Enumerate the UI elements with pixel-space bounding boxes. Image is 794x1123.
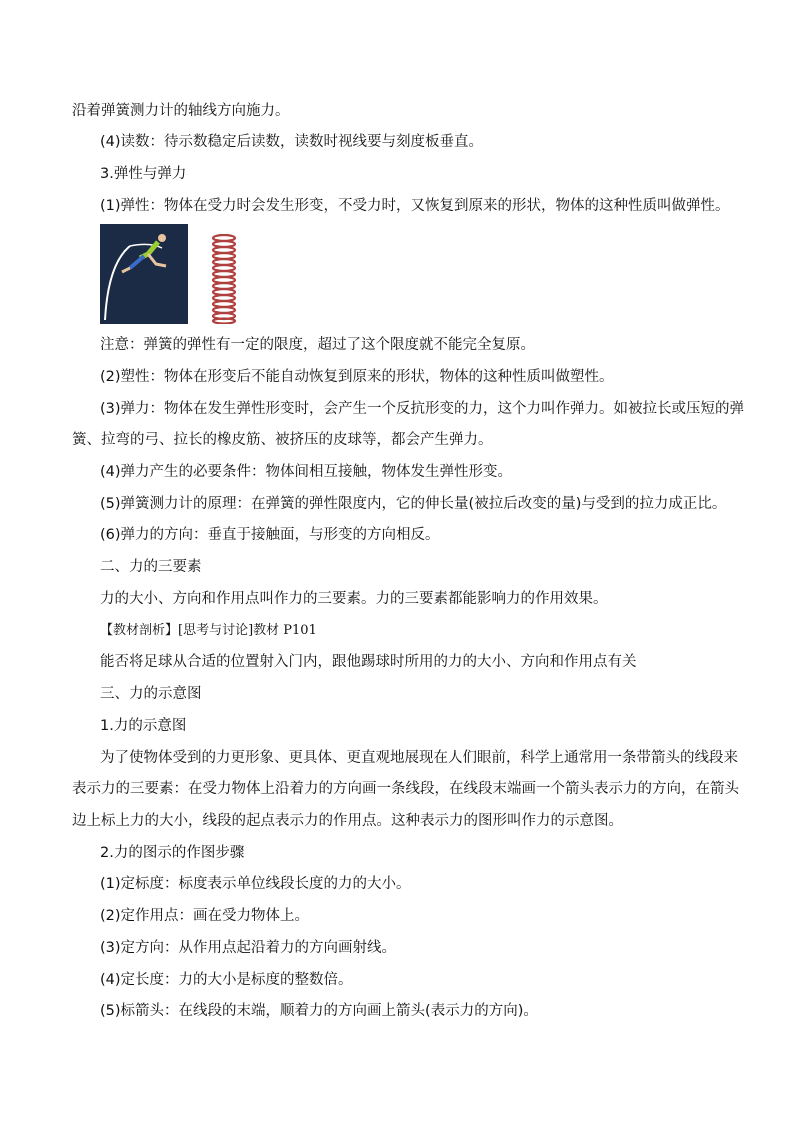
text-line: 能否将足球从合适的位置射入门内，跟他踢球时所用的力的大小、方向和作用点有关 xyxy=(100,654,637,670)
text-line: (4)弹力产生的必要条件：物体间相互接触，物体发生弹性形变。 xyxy=(100,464,513,480)
text-line: (5)标箭头：在线段的末端，顺着力的方向画上箭头(表示力的方向)。 xyxy=(100,1003,538,1019)
text-line: (2)定作用点：画在受力物体上。 xyxy=(100,908,310,924)
elasticity-figures xyxy=(100,224,260,324)
text-line: (6)弹力的方向：垂直于接触面，与形变的方向相反。 xyxy=(100,527,440,543)
section-subheading: 1.力的示意图 xyxy=(100,718,187,734)
text-line: (4)定长度：力的大小是标度的整数倍。 xyxy=(100,972,353,988)
text-line: 注意：弹簧的弹性有一定的限度，超过了这个限度就不能完全复原。 xyxy=(100,337,535,353)
text-line: 为了使物体受到的力更形象、更具体、更直观地展现在人们眼前，科学上通常用一条带箭头的线段来 xyxy=(100,750,738,766)
spring-image xyxy=(210,234,238,324)
text-line: (4)读数：待示数稳定后读数，读数时视线要与刻度板垂直。 xyxy=(100,134,484,150)
textbook-analysis-label: 【教材剖析】[思考与讨论]教材 P101 xyxy=(100,623,317,638)
text-line: (3)定方向：从作用点起沿着力的方向画射线。 xyxy=(100,940,397,956)
text-line: 簧、拉弯的弓、拉长的橡皮筋、被挤压的皮球等，都会产生弹力。 xyxy=(72,432,493,448)
text-line: 力的大小、方向和作用点叫作力的三要素。力的三要素都能影响力的作用效果。 xyxy=(100,591,608,607)
text-line: 边上标上力的大小，线段的起点表示力的作用点。这种表示力的图形叫作力的示意图。 xyxy=(72,813,623,829)
text-line: (1)定标度：标度表示单位线段长度的力的大小。 xyxy=(100,876,411,892)
text-line: (1)弹性：物体在受力时会发生形变，不受力时，又恢复到原来的形状，物体的这种性质叫做弹性。 xyxy=(100,198,730,214)
section-heading: 二、力的三要素 xyxy=(100,559,202,575)
text-line: (2)塑性：物体在形变后不能自动恢复到原来的形状，物体的这种性质叫做塑性。 xyxy=(100,369,614,385)
section-subheading: 2.力的图示的作图步骤 xyxy=(100,845,245,861)
text-line: 沿着弹簧测力计的轴线方向施力。 xyxy=(72,103,290,119)
section-subheading: 3.弹性与弹力 xyxy=(100,166,187,182)
text-line: (3)弹力：物体在发生弹性形变时，会产生一个反抗形变的力，这个力叫作弹力。如被拉长或压短的弹 xyxy=(100,401,745,417)
text-line: (5)弹簧测力计的原理：在弹簧的弹性限度内，它的伸长量(被拉后改变的量)与受到的拉力成正比。 xyxy=(100,496,727,512)
section-heading: 三、力的示意图 xyxy=(100,686,202,702)
text-line: 表示力的三要素：在受力物体上沿着力的方向画一条线段，在线段末端画一个箭头表示力的方向，在箭头 xyxy=(72,781,739,797)
pole-vault-image xyxy=(100,224,188,324)
